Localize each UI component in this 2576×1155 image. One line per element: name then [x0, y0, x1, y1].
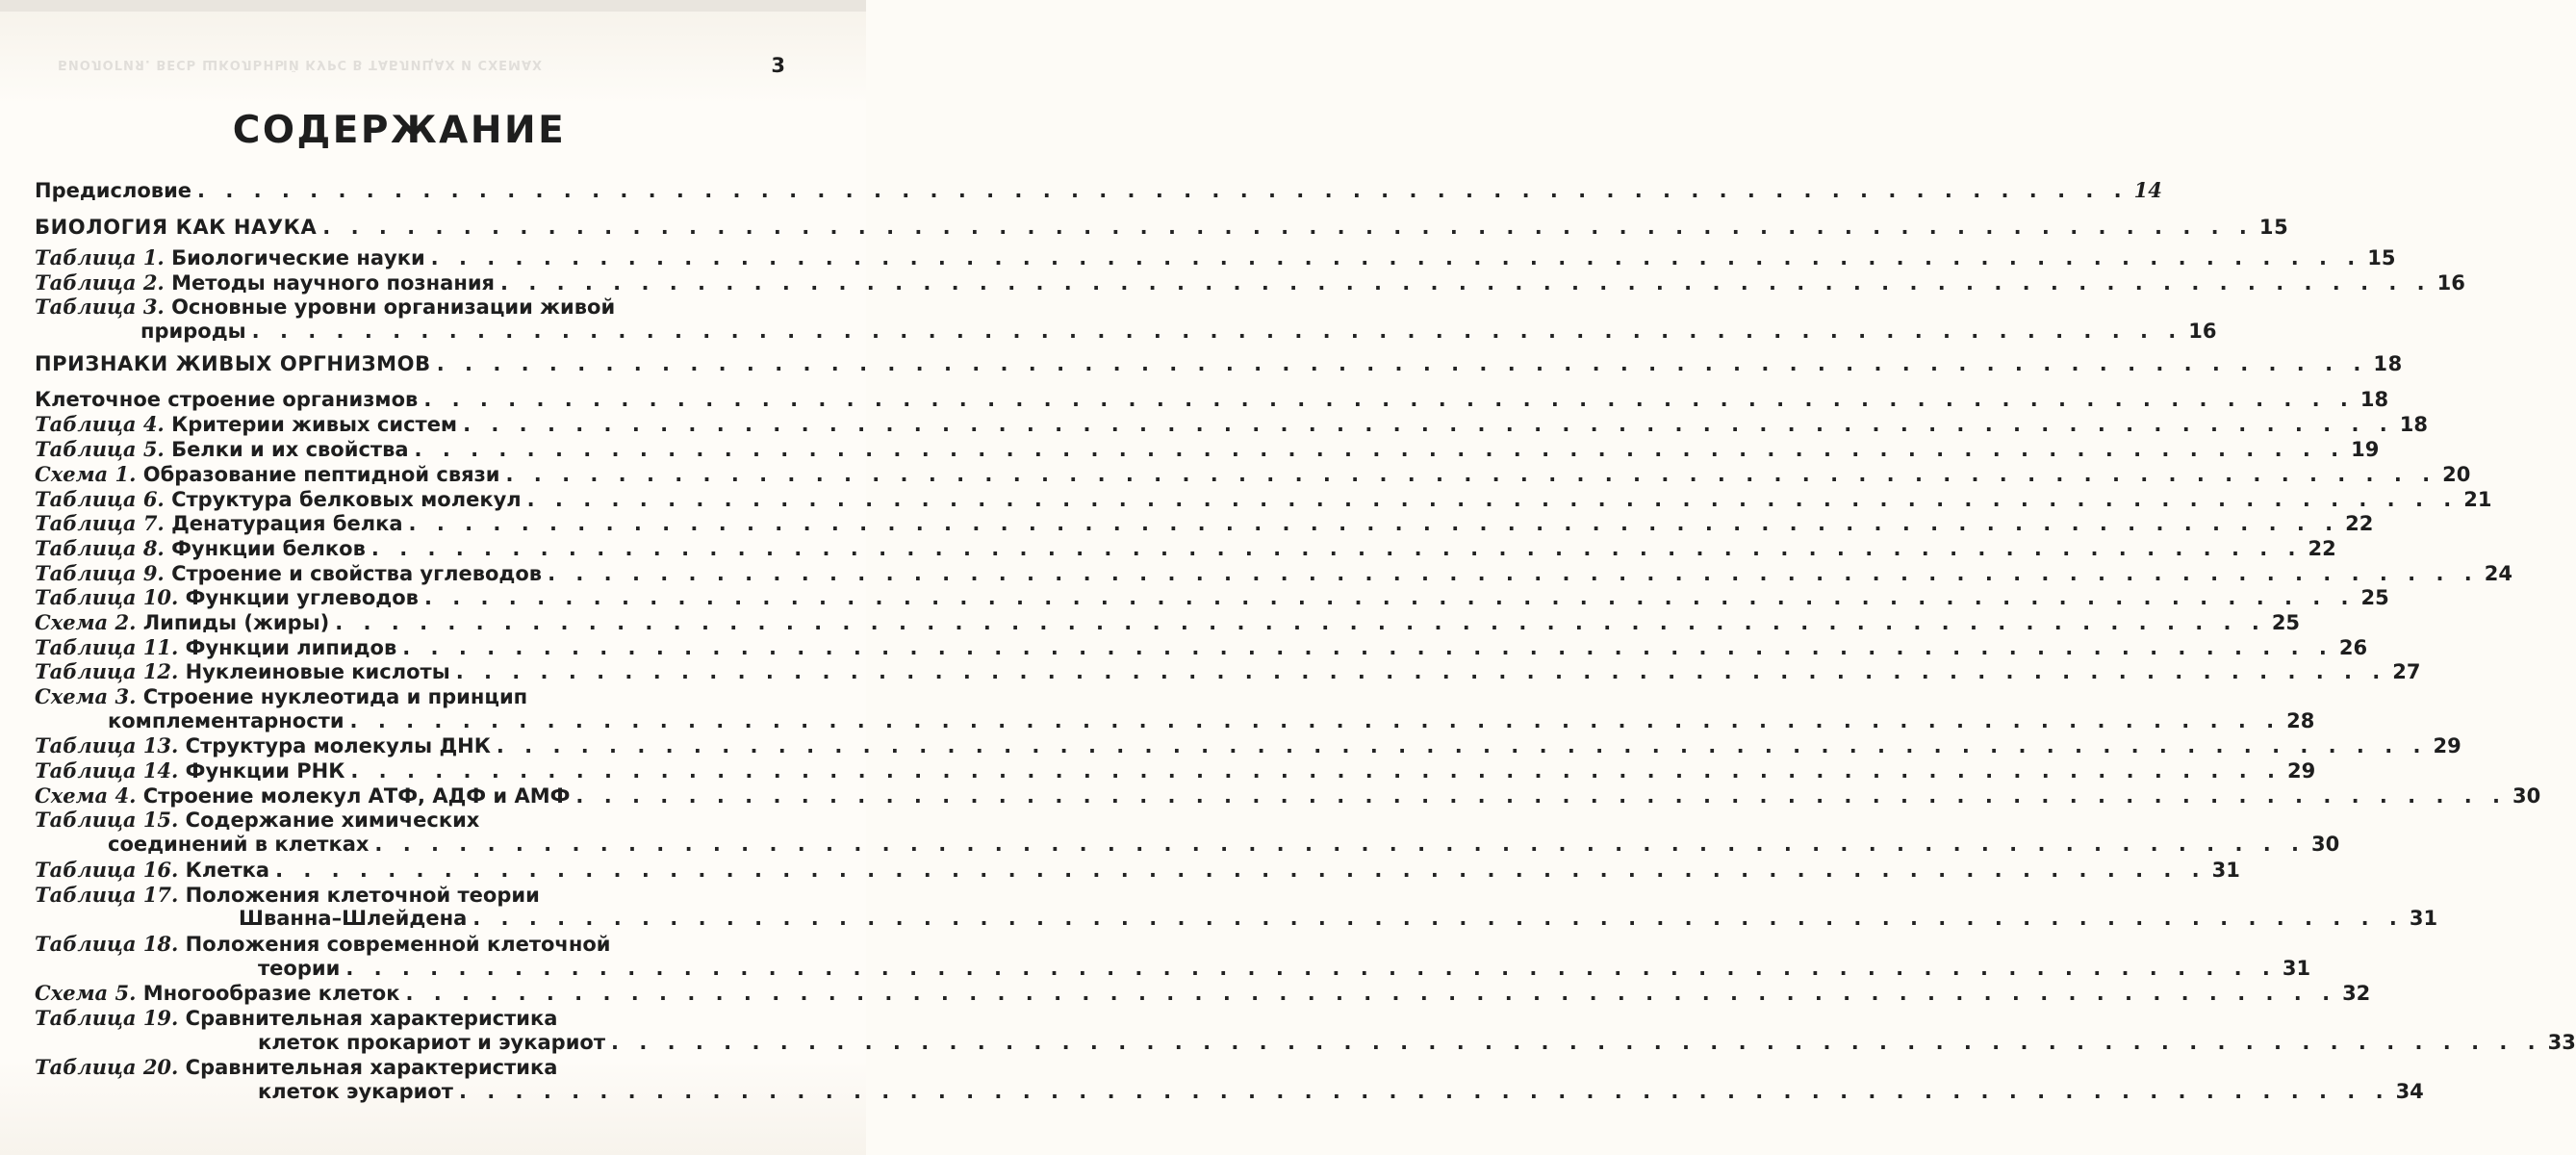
- toc-entry-text: природы: [140, 320, 246, 344]
- toc-entry-text: Функции липидов: [185, 635, 397, 659]
- toc-entry-label: [35, 561, 542, 585]
- leader-dots: . . . . . . . . . . . . . . . . . . . . . . . . . . . . . . . . . . . . . . . . . . . . . . . . . . . . . . . . . . . . . . . . . . . . .: [463, 413, 2394, 437]
- toc-entry-prefix: Схема 5.: [35, 981, 137, 1006]
- toc-entry[interactable]: [35, 1055, 785, 1080]
- toc-entry[interactable]: [35, 535, 2336, 561]
- toc-entry-label: [35, 610, 329, 634]
- toc-entry-continuation[interactable]: [35, 956, 2311, 982]
- toc-entry-page: 25: [2360, 586, 2389, 610]
- toc-entry-label: [35, 981, 399, 1005]
- leader-dots: . . . . . . . . . . . . . . . . . . . . . . . . . . . . . . . . . . . . . . . . . . . . . . . . . . . . . . . . . . . . . . . . . . . . .: [548, 561, 2479, 585]
- toc-entry-page: 15: [2258, 216, 2289, 239]
- toc-entry-page: 30: [2512, 783, 2541, 808]
- toc-entry[interactable]: [35, 857, 2240, 883]
- toc-entry-label: [35, 808, 479, 832]
- toc-entry[interactable]: [35, 486, 2492, 512]
- leader-dots: . . . . . . . . . . . . . . . . . . . . . . . . . . . . . . . . . . . . . . . . . . . . . . . . . . . . . . . . . . . . . . . . . . . . .: [275, 858, 2206, 882]
- toc-entry[interactable]: [35, 245, 2396, 270]
- leader-dots: . . . . . . . . . . . . . . . . . . . . . . . . . . . . . . . . . . . . . . . . . . . . . . . . . . . . . . . . . . . . . . . . . . . . .: [322, 216, 2254, 239]
- toc-entry-page: 15: [2367, 246, 2396, 270]
- toc-entry[interactable]: [35, 461, 2471, 487]
- bleed-through-running-header: БИОЛОГИЯ. ВЕСЬ ШКОЛЬНЫЙ КУРС В ТАБЛИЦАХ И СХЕМАХ: [58, 57, 544, 71]
- toc-entry-prefix: Таблица 3.: [35, 295, 165, 320]
- toc-entry-prefix: Схема 3.: [35, 684, 137, 708]
- toc-entry-label: [35, 932, 611, 956]
- toc-entry-text: Клетка: [185, 858, 270, 882]
- toc-entry-label: [35, 295, 615, 319]
- toc-entry-page: 30: [2311, 833, 2340, 857]
- leader-dots: . . . . . . . . . . . . . . . . . . . . . . . . . . . . . . . . . . . . . . . . . . . . . . . . . . . . . . . . . . . . . . . . . . . . .: [423, 387, 2355, 411]
- toc-entry-text: Многообразие клеток: [142, 982, 400, 1006]
- leader-dots: . . . . . . . . . . . . . . . . . . . . . . . . . . . . . . . . . . . . . . . . . . . . . . . . . . . . . . . . . . . . . . . . . . . . .: [414, 438, 2346, 462]
- toc-entry-label: [35, 783, 570, 808]
- toc-entry-label: [35, 270, 495, 295]
- toc-entry-label: [35, 585, 419, 609]
- toc-entry-label: [35, 733, 491, 757]
- toc-entry-label: [35, 883, 540, 907]
- toc-entry-text: Образование пептидной связи: [142, 462, 500, 486]
- toc-entry-text: Сравнительная характеристика: [185, 1006, 558, 1030]
- leader-dots: . . . . . . . . . . . . . . . . . . . . . . . . . . . . . . . . . . . . . . . . . . . . . . . . . . . . . . . . . . . . . . . . . . . . .: [349, 708, 2282, 732]
- toc-entry-prefix: Таблица 2.: [35, 270, 165, 295]
- toc-entry-page: 22: [2345, 512, 2374, 536]
- toc-entry-page: 31: [2211, 858, 2240, 882]
- toc-entry-page: 21: [2463, 487, 2492, 511]
- toc-entry-page: 29: [2433, 734, 2461, 758]
- toc-entry-text: Положения клеточной теории: [185, 883, 540, 907]
- toc-entry[interactable]: [35, 634, 2368, 660]
- leader-dots: . . . . . . . . . . . . . . . . . . . . . . . . . . . . . . . . . . . . . . . . . . . . . . . . . . . . . . . . . . . . . . . . . . . . .: [335, 610, 2266, 634]
- leader-dots: . . . . . . . . . . . . . . . . . . . . . . . . . . . . . . . . . . . . . . . . . . . . . . . . . . . . . . . . . . . . . . . . . . . . .: [197, 179, 2129, 202]
- toc-entry[interactable]: [35, 609, 2301, 635]
- toc-entry-continuation[interactable]: [35, 320, 2217, 345]
- leader-dots: . . . . . . . . . . . . . . . . . . . . . . . . . . . . . . . . . . . . . . . . . . . . . . . . . . . . . . . . . . . . . . . . . . . . .: [436, 351, 2368, 375]
- toc-entry-prefix: Таблица 16.: [35, 857, 179, 882]
- toc-entry-continuation[interactable]: [35, 1030, 2576, 1056]
- toc-entry-label: [35, 635, 396, 659]
- toc-entry[interactable]: [35, 659, 2421, 684]
- leader-dots: . . . . . . . . . . . . . . . . . . . . . . . . . . . . . . . . . . . . . . . . . . . . . . . . . . . . . . . . . . . . . . . . . . . . .: [611, 1030, 2542, 1054]
- toc-entry-text: Критерии живых систем: [171, 413, 458, 437]
- toc-entry[interactable]: [35, 1006, 785, 1031]
- toc-entry[interactable]: [35, 758, 2316, 783]
- toc-entry-page: 22: [2308, 536, 2336, 560]
- toc-entry-prefix: Таблица 10.: [35, 585, 179, 610]
- leader-dots: . . . . . . . . . . . . . . . . . . . . . . . . . . . . . . . . . . . . . . . . . . . . . . . . . . . . . . . . . . . . . . . . . . . . .: [402, 635, 2334, 659]
- toc-entry[interactable]: [35, 733, 2461, 758]
- toc-entry-label: [35, 536, 366, 560]
- toc-entry-prefix: Таблица 12.: [35, 659, 179, 684]
- toc-entry-prefix: Таблица 1.: [35, 245, 165, 270]
- toc-entry-text: Строение молекул АТФ, АДФ и АМФ: [142, 783, 571, 808]
- leader-dots: . . . . . . . . . . . . . . . . . . . . . . . . . . . . . . . . . . . . . . . . . . . . . . . . . . . . . . . . . . . . . . . . . . . . .: [345, 956, 2277, 980]
- toc-entry-prefix: Таблица 17.: [35, 882, 179, 907]
- toc-entry[interactable]: [35, 511, 2374, 536]
- toc-entry-text: Структура белковых молекул: [171, 487, 522, 511]
- toc-entry-prefix: Таблица 18.: [35, 931, 179, 956]
- toc-entry-page: 14: [2133, 178, 2162, 202]
- toc-entry-continuation[interactable]: [35, 1080, 2424, 1105]
- toc-entry-text: Функции белков: [171, 536, 366, 560]
- toc-entry-label: [35, 659, 450, 683]
- toc-entry-prefix: Схема 1.: [35, 461, 137, 486]
- toc-entry-text: Структура молекулы ДНК: [185, 734, 491, 758]
- page-title: СОДЕРЖАНИЕ: [232, 109, 567, 152]
- leader-dots: . . . . . . . . . . . . . . . . . . . . . . . . . . . . . . . . . . . . . . . . . . . . . . . . . . . . . . . . . . . . . . . . . . . . .: [472, 907, 2404, 931]
- toc-entry-label: [35, 412, 457, 436]
- toc-entry-prefix: Таблица 7.: [35, 511, 165, 536]
- toc-section-label: ПРИЗНАКИ ЖИВЫХ ОРГНИЗМОВ: [35, 351, 431, 375]
- toc-entry-text: соединений в клетках: [108, 833, 370, 857]
- toc-entry-label: [35, 1006, 557, 1030]
- toc-entry-label: [35, 758, 344, 783]
- toc-entry-text: Основные уровни организации живой: [171, 295, 616, 320]
- leader-dots: . . . . . . . . . . . . . . . . . . . . . . . . . . . . . . . . . . . . . . . . . . . . . . . . . . . . . . . . . . . . . . . . . . . . .: [575, 783, 2508, 808]
- toc-entry[interactable]: [35, 295, 785, 320]
- toc-entry-prefix: Таблица 13.: [35, 733, 179, 758]
- toc-entry-label: [35, 858, 269, 882]
- toc-subsection-label: Клеточное строение организмов: [35, 387, 419, 411]
- toc-entry-prefix: Схема 2.: [35, 609, 137, 634]
- toc-entry-label: [35, 487, 522, 511]
- toc-entry-page: 24: [2484, 561, 2512, 585]
- toc-entry-text: Липиды (жиры): [142, 610, 330, 634]
- table-of-contents: [35, 178, 2576, 1105]
- toc-entry-label: [35, 511, 403, 535]
- toc-entry-text: Нуклеиновые кислоты: [185, 660, 450, 684]
- toc-section-biology-as-science[interactable]: [35, 216, 2289, 245]
- leader-dots: . . . . . . . . . . . . . . . . . . . . . . . . . . . . . . . . . . . . . . . . . . . . . . . . . . . . . . . . . . . . . . . . . . . . .: [458, 1080, 2390, 1103]
- toc-entry-page: 16: [2436, 270, 2465, 295]
- toc-entry-prefix: Таблица 5.: [35, 437, 165, 462]
- leader-dots: . . . . . . . . . . . . . . . . . . . . . . . . . . . . . . . . . . . . . . . . . . . . . . . . . . . . . . . . . . . . . . . . . . . . .: [370, 536, 2303, 560]
- toc-entry[interactable]: [35, 437, 2380, 462]
- toc-entry-text: Денатурация белка: [171, 512, 403, 536]
- toc-entry[interactable]: [35, 684, 785, 709]
- toc-entry-prefix: Таблица 8.: [35, 535, 165, 560]
- toc-entry-text: теории: [258, 956, 341, 980]
- toc-entry-text: Функции РНК: [185, 759, 345, 783]
- toc-entry-label: [35, 245, 425, 270]
- toc-entry-text: клеток прокариот и эукариот: [258, 1030, 606, 1054]
- leader-dots: . . . . . . . . . . . . . . . . . . . . . . . . . . . . . . . . . . . . . . . . . . . . . . . . . . . . . . . . . . . . . . . . . . . . .: [350, 759, 2282, 783]
- toc-entry-text: Строение и свойства углеводов: [171, 561, 543, 585]
- toc-entry[interactable]: [35, 783, 2541, 808]
- leader-dots: . . . . . . . . . . . . . . . . . . . . . . . . . . . . . . . . . . . . . . . . . . . . . . . . . . . . . . . . . . . . . . . . . . . . .: [251, 320, 2183, 344]
- toc-entry-prefix: Схема 4.: [35, 783, 137, 808]
- toc-entry-prefix: Таблица 15.: [35, 808, 179, 833]
- toc-entry-preface[interactable]: [35, 178, 2162, 208]
- toc-entry-page: 18: [2373, 351, 2403, 375]
- toc-entry-prefix: Таблица 11.: [35, 634, 179, 659]
- toc-entry-page: 34: [2395, 1080, 2424, 1103]
- toc-entry-prefix: Таблица 14.: [35, 758, 179, 783]
- toc-entry-page: 27: [2392, 660, 2421, 684]
- toc-entry[interactable]: [35, 585, 2389, 610]
- toc-entry-label: Предисловие: [35, 179, 192, 202]
- toc-entry-page: 29: [2287, 759, 2316, 783]
- toc-entry[interactable]: [35, 270, 2465, 295]
- toc-entry-page: 18: [2399, 413, 2428, 437]
- toc-entry-label: [35, 462, 500, 486]
- toc-entry-page: 31: [2409, 907, 2438, 931]
- toc-entry-text: Функции углеводов: [185, 586, 419, 610]
- toc-entry-text: Биологические науки: [171, 246, 425, 270]
- toc-entry-page: 28: [2286, 708, 2315, 732]
- page-top-edge: [0, 0, 866, 12]
- toc-entry-prefix: Таблица 9.: [35, 560, 165, 585]
- toc-entry[interactable]: [35, 883, 785, 908]
- toc-entry-continuation[interactable]: [35, 708, 2315, 734]
- toc-entry-page: 32: [2342, 982, 2371, 1006]
- toc-entry-page: 18: [2359, 387, 2389, 411]
- toc-entry-prefix: Таблица 6.: [35, 486, 165, 511]
- toc-entry-page: 16: [2188, 320, 2217, 344]
- toc-entry-page: 33: [2547, 1030, 2576, 1054]
- leader-dots: . . . . . . . . . . . . . . . . . . . . . . . . . . . . . . . . . . . . . . . . . . . . . . . . . . . . . . . . . . . . . . . . . . . . .: [408, 512, 2340, 536]
- toc-entry-text: Сравнительная характеристика: [185, 1056, 558, 1080]
- toc-entry-label: [35, 684, 527, 708]
- toc-entry[interactable]: [35, 560, 2512, 586]
- toc-entry-prefix: Таблица 4.: [35, 412, 165, 437]
- leader-dots: . . . . . . . . . . . . . . . . . . . . . . . . . . . . . . . . . . . . . . . . . . . . . . . . . . . . . . . . . . . . . . . . . . . . .: [405, 982, 2337, 1006]
- leader-dots: . . . . . . . . . . . . . . . . . . . . . . . . . . . . . . . . . . . . . . . . . . . . . . . . . . . . . . . . . . . . . . . . . . . . .: [505, 462, 2437, 486]
- toc-entry-text: Положения современной клеточной: [185, 932, 611, 956]
- toc-entry-continuation[interactable]: [35, 907, 2438, 932]
- toc-entry-page: 20: [2442, 462, 2471, 486]
- toc-entry-label: [35, 1055, 557, 1079]
- toc-entry-text: клеток эукариот: [258, 1080, 453, 1103]
- leader-dots: . . . . . . . . . . . . . . . . . . . . . . . . . . . . . . . . . . . . . . . . . . . . . . . . . . . . . . . . . . . . . . . . . . . . .: [374, 833, 2307, 857]
- toc-entry[interactable]: [35, 981, 2371, 1006]
- toc-entry[interactable]: [35, 932, 785, 957]
- toc-section-living-organisms[interactable]: [35, 351, 2403, 382]
- toc-entry[interactable]: [35, 412, 2428, 437]
- leader-dots: . . . . . . . . . . . . . . . . . . . . . . . . . . . . . . . . . . . . . . . . . . . . . . . . . . . . . . . . . . . . . . . . . . . . .: [526, 487, 2459, 511]
- leader-dots: . . . . . . . . . . . . . . . . . . . . . . . . . . . . . . . . . . . . . . . . . . . . . . . . . . . . . . . . . . . . . . . . . . . . .: [500, 270, 2432, 295]
- toc-entry[interactable]: [35, 808, 785, 833]
- toc-entry-page: 19: [2351, 438, 2380, 462]
- toc-entry-text: комплементарности: [108, 708, 344, 732]
- toc-entry-page: 31: [2282, 956, 2311, 980]
- toc-entry-prefix: Таблица 20.: [35, 1055, 179, 1080]
- toc-entry-text: Строение нуклеотида и принцип: [142, 685, 528, 708]
- toc-entry-page: 26: [2338, 635, 2368, 659]
- page-number: 3: [771, 54, 785, 77]
- leader-dots: . . . . . . . . . . . . . . . . . . . . . . . . . . . . . . . . . . . . . . . . . . . . . . . . . . . . . . . . . . . . . . . . . . . . .: [455, 660, 2387, 684]
- toc-section-label: БИОЛОГИЯ КАК НАУКА: [35, 216, 318, 239]
- toc-entry-page: 25: [2271, 610, 2301, 634]
- leader-dots: . . . . . . . . . . . . . . . . . . . . . . . . . . . . . . . . . . . . . . . . . . . . . . . . . . . . . . . . . . . . . . . . . . . . .: [430, 246, 2362, 270]
- leader-dots: . . . . . . . . . . . . . . . . . . . . . . . . . . . . . . . . . . . . . . . . . . . . . . . . . . . . . . . . . . . . . . . . . . . . .: [496, 734, 2428, 758]
- leader-dots: . . . . . . . . . . . . . . . . . . . . . . . . . . . . . . . . . . . . . . . . . . . . . . . . . . . . . . . . . . . . . . . . . . . . .: [423, 586, 2356, 610]
- toc-entry-text: Методы научного познания: [171, 270, 496, 295]
- toc-entry-prefix: Таблица 19.: [35, 1005, 179, 1030]
- toc-entry-continuation[interactable]: [35, 833, 2340, 858]
- toc-entry-text: Шванна–Шлейдена: [239, 907, 468, 931]
- toc-entry-text: Белки и их свойства: [171, 438, 409, 462]
- toc-entry-text: Содержание химических: [185, 808, 480, 833]
- toc-subsection-cellular-structure[interactable]: [35, 387, 2389, 413]
- toc-entry-label: [35, 437, 409, 461]
